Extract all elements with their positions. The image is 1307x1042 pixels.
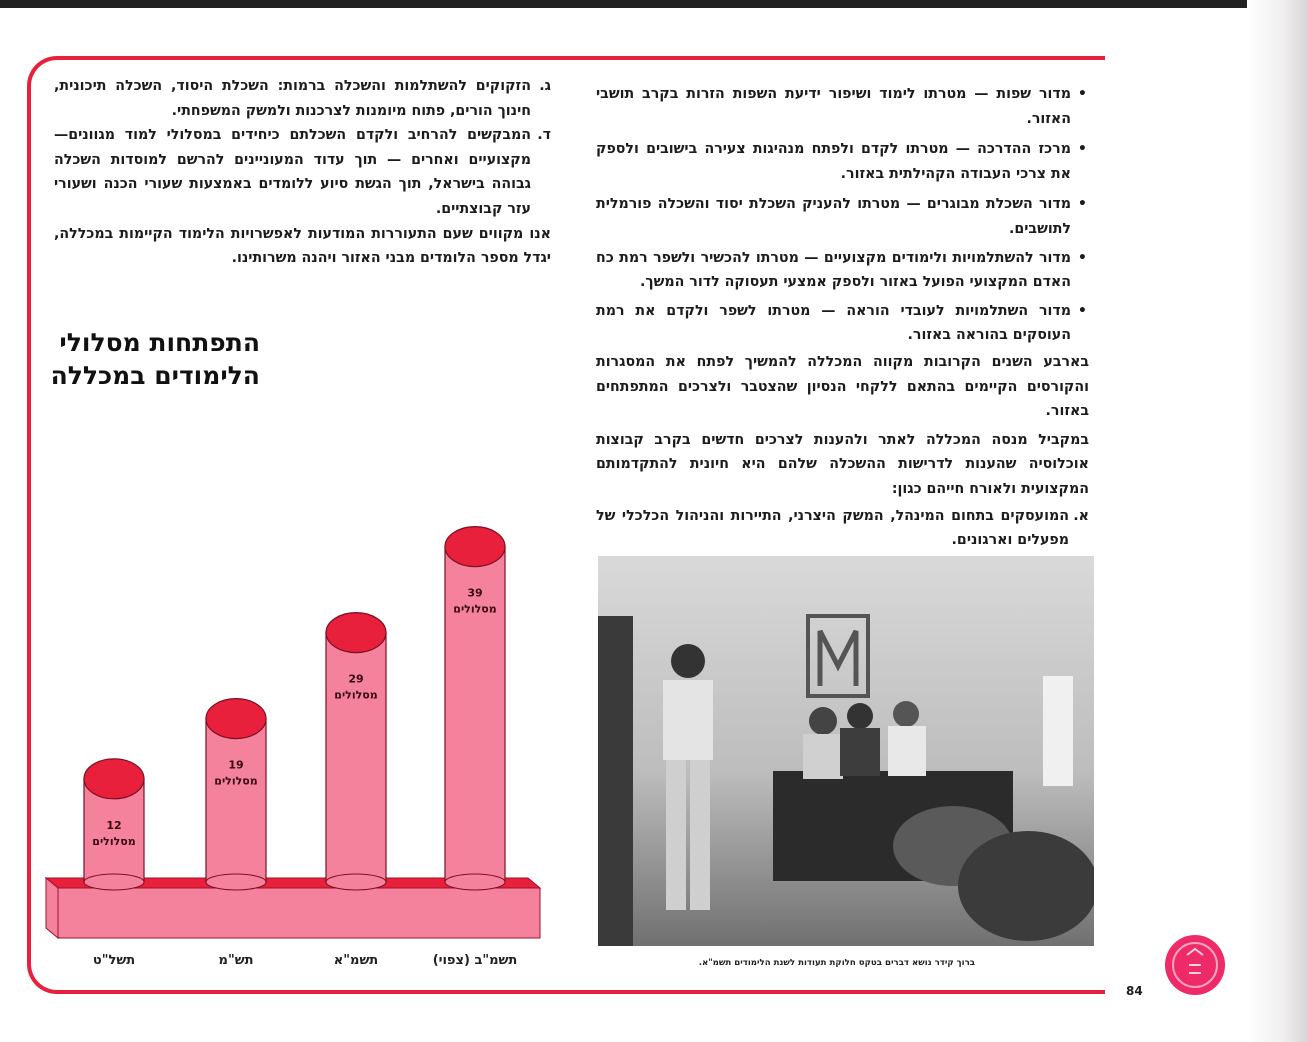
list-item: • מדור השתלמויות לעובדי הוראה — מטרתו לשפר ולקדם את רמת העוסקים בהוראה באזור. [596, 299, 1089, 348]
top-edge [0, 0, 1307, 8]
chart-base-front [58, 888, 540, 938]
bar-unit-label: מסלולים [334, 688, 378, 702]
paragraph [54, 74, 551, 123]
chart-base-side [46, 878, 58, 938]
bar-bottom [206, 874, 266, 890]
list-item: • מרכז ההדרכה — מטרתו לקדם ולפתח מנהיגות צעירה בישובים ולספק את צרכי העבודה הקהילתית באזור. [596, 137, 1089, 186]
bar-value-label: 39 [467, 586, 483, 600]
list-item: • מדור להשתלמויות ולימודים מקצועיים — מטרתו להכשיר ולשפר רמת כח האדם המקצועי הפועל באזור ולספק אמצעי תעסוקה לדור המשך. [596, 246, 1089, 295]
bar [326, 633, 386, 882]
ceremony-photo [598, 556, 1094, 946]
chart-title: התפתחות מסלולי הלימודים במכללה [50, 328, 260, 390]
item-text: המבקשים להרחיב ולקדם השכלתם כיחידים במסלולי למוד מגוונים—מקצועיים ואחרים — תוך עדוד המעוניינים להרשם למוסדות השכלה גבוהה בישראל, תוך הגשת סיוע ללומדים באמצעות שעורי הכנה ושעורי עזר קבוצתיים. [54, 127, 531, 217]
paragraph [596, 504, 1089, 553]
bar-value-label: 29 [348, 672, 364, 686]
category-label: תשמ"ב (צפוי) [432, 953, 518, 968]
bar-value-label: 19 [228, 758, 244, 772]
bar-bottom [445, 874, 505, 890]
page-edge [1247, 0, 1307, 1042]
bar [206, 719, 266, 882]
bar-unit-label: מסלולים [453, 602, 497, 616]
bar-value-label: 12 [106, 818, 122, 832]
bar-top [84, 759, 144, 799]
paragraph: במקביל מנסה המכללה לאתר ולהענות לצרכים חדשים בקרב קבוצות אוכלוסיה שהענות לדרישות ההשכלה שלהם היא חיונית להתקדמותם המקצועית ולאורח חייהם כגון: [596, 431, 1089, 497]
item-marker: א. [1073, 507, 1089, 524]
left-text-column [54, 74, 551, 271]
paragraph [54, 123, 551, 221]
category-label: תשל"ט [92, 953, 136, 968]
bar-unit-label: מסלולים [214, 774, 258, 788]
photo-illustration [598, 556, 1094, 946]
routes-growth-chart [38, 370, 558, 980]
logo-mark [1165, 935, 1225, 995]
right-text-column [596, 82, 1089, 577]
bar-bottom [326, 874, 386, 890]
item-text: המועסקים בתחום המינהל, המשק היצרני, התיירות והניהול הכלכלי של מפעלים וארגונים. [596, 507, 1069, 549]
anniversary-logo-icon [1165, 935, 1225, 995]
paragraph: בארבע השנים הקרובות מקווה המכללה להמשיך לפתח את המסגרות והקורסים הקיימים בהתאם ללקחי הנסיון שהצטבר ולצרכים המתפתחים באזור. [596, 353, 1089, 420]
bar-top [206, 699, 266, 739]
bar-top [445, 527, 505, 567]
list-item: • מדור שפות — מטרתו לימוד ושיפור ידיעת השפות הזרות בקרב תושבי האזור. [596, 82, 1089, 131]
bar-unit-label: מסלולים [92, 834, 136, 848]
item-marker: ד. [537, 127, 551, 144]
photo-caption: ברוך קידר נושא דברים בטקס חלוקת תעודות לשנת הלימודים תשמ"א. [698, 958, 975, 968]
category-label: תשמ"א [333, 953, 379, 968]
item-marker: ג. [539, 78, 551, 94]
bar-top [326, 613, 386, 653]
item-text: הזקוקים להשתלמות והשכלה ברמות: השכלת היסוד, השכלה תיכונית, חינוך הורים, פתוח מיומנות לצרכנות ולמשק המשפחתי. [54, 78, 531, 119]
bar-bottom [84, 874, 144, 890]
page-number: 84 [1126, 984, 1143, 998]
list-item: • מדור השכלת מבוגרים — מטרתו להעניק השכלת יסוד והשכלה פורמלית לתושבים. [596, 192, 1089, 241]
category-label: תש"מ [218, 953, 254, 968]
departments-list [596, 82, 1089, 348]
paragraph: אנו מקווים שעם התעוררות המודעות לאפשרויות הלימוד הקיימות במכללה, יגדל מספר הלומדים מבני האזור ויהנה משרותינו. [54, 225, 551, 267]
